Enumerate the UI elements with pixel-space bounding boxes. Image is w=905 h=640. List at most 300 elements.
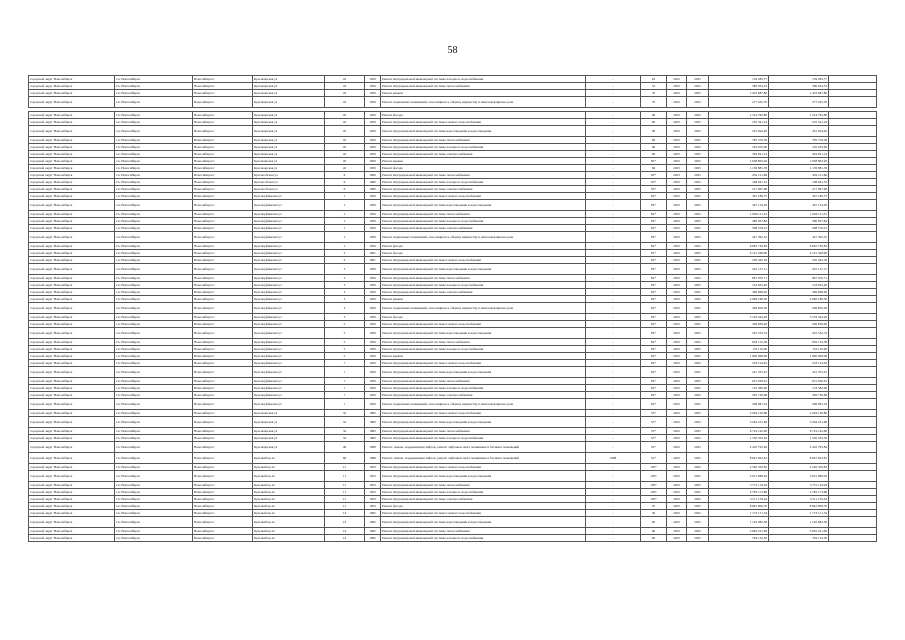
wear-cell: 84* — [641, 303, 667, 314]
cost-total-cell: 261 924,26 — [769, 126, 829, 137]
cost-total-cell: 3 511 159,44 — [769, 496, 829, 503]
district-cell: городской округ Новосибирск — [29, 186, 115, 193]
settlement-cell: г.п. Новосибирск — [115, 257, 193, 264]
year-built-cell: 1956 — [365, 378, 381, 385]
year-commission-cell: - — [586, 200, 641, 211]
city-cell: Новосибирск г — [193, 257, 253, 264]
table-row — [29, 489, 877, 496]
cost-total-cell: 367 134,29 — [769, 200, 829, 211]
settlement-cell: г.п. Новосибирск — [115, 76, 193, 83]
note-cell — [829, 353, 877, 360]
street-cell: Красноуфимская ул — [253, 289, 325, 296]
cost-total-cell: 4 121 348,90 — [769, 250, 829, 257]
cost-cell: 209 839,46 — [709, 321, 769, 328]
street-cell: Красноуфимская ул — [253, 314, 325, 321]
plan-end-cell: 2025 — [687, 453, 709, 464]
work-type-cell: Ремонт внутридомовой инженерной системы холодного водоснабжения — [381, 218, 586, 225]
cost-cell: 659 152,38 — [709, 339, 769, 346]
year-built-cell: 1998 — [365, 453, 381, 464]
wear-cell: 103* — [641, 489, 667, 496]
cost-total-cell: 2 540 350,82 — [769, 464, 829, 471]
settlement-cell: г.п. Новосибирск — [115, 482, 193, 489]
note-cell — [829, 528, 877, 535]
cost-total-cell: 2 066 186,30 — [769, 296, 829, 303]
city-cell: Новосибирск г — [193, 232, 253, 243]
table-row — [29, 165, 877, 172]
city-cell: Новосибирск г — [193, 339, 253, 346]
plan-start-cell: 2023 — [667, 328, 687, 339]
note-cell — [829, 97, 877, 108]
city-cell: Новосибирск г — [193, 225, 253, 232]
plan-start-cell: 2023 — [667, 83, 687, 90]
year-commission-cell: - — [586, 367, 641, 378]
house-cell: 7 — [325, 392, 365, 399]
wear-cell: 70 — [641, 503, 667, 510]
year-built-cell: 1983 — [365, 410, 381, 417]
district-cell: городской округ Новосибирск — [29, 517, 115, 528]
cost-cell: 394 921,14 — [709, 151, 769, 158]
wear-cell: 93* — [641, 186, 667, 193]
note-cell — [829, 535, 877, 542]
cost-total-cell: 217 967,68 — [769, 186, 829, 193]
plan-end-cell: 2025 — [687, 165, 709, 172]
plan-end-cell: 2025 — [687, 179, 709, 186]
cost-cell: 250 442,59 — [709, 257, 769, 264]
year-built-cell: 1956 — [365, 303, 381, 314]
settlement-cell: г.п. Новосибирск — [115, 517, 193, 528]
note-cell — [829, 303, 877, 314]
house-cell: 43 — [325, 97, 365, 108]
year-built-cell: 1956 — [365, 289, 381, 296]
work-type-cell: Ремонт фасада — [381, 314, 586, 321]
wear-cell: 70 — [641, 90, 667, 97]
district-cell: городской округ Новосибирск — [29, 339, 115, 346]
year-commission-cell: - — [586, 435, 641, 442]
city-cell: Новосибирск г — [193, 464, 253, 471]
wear-cell: 53* — [641, 417, 667, 428]
year-built-cell: 1961 — [365, 257, 381, 264]
cost-total-cell: 1 314 762,80 — [769, 112, 829, 119]
year-built-cell: 1956 — [365, 137, 381, 144]
note-cell — [829, 510, 877, 517]
note-cell — [829, 282, 877, 289]
district-cell: городской округ Новосибирск — [29, 76, 115, 83]
cost-cell: 277 435,76 — [709, 97, 769, 108]
table-row — [29, 314, 877, 321]
city-cell: Новосибирск г — [193, 97, 253, 108]
plan-end-cell: 2025 — [687, 367, 709, 378]
year-commission-cell: - — [586, 321, 641, 328]
house-cell: 11 — [325, 503, 365, 510]
year-commission-cell: - — [586, 503, 641, 510]
street-cell: Красноярская ул — [253, 428, 325, 435]
city-cell: Новосибирск г — [193, 453, 253, 464]
work-type-cell: Ремонт внутридомовой инженерной системы водоотведения и водоотведения — [381, 417, 586, 428]
work-type-cell: Ремонт крыши — [381, 90, 586, 97]
city-cell: Новосибирск г — [193, 250, 253, 257]
year-built-cell: 1960 — [365, 172, 381, 179]
year-built-cell: 1956 — [365, 399, 381, 410]
plan-start-cell: 2023 — [667, 471, 687, 482]
plan-end-cell: 2025 — [687, 76, 709, 83]
cost-cell: 1 120 682,38 — [709, 517, 769, 528]
work-type-cell: Ремонт подвальных помещений, относящихся к общему имуществу в многоквартирном доме — [381, 97, 586, 108]
year-built-cell: 1953 — [365, 503, 381, 510]
house-cell: 32 — [325, 428, 365, 435]
house-cell: 5 — [325, 339, 365, 346]
settlement-cell: г.п. Новосибирск — [115, 496, 193, 503]
page-number: 58 — [447, 45, 458, 56]
district-cell: городской округ Новосибирск — [29, 257, 115, 264]
work-type-cell: Ремонт крыши — [381, 158, 586, 165]
wear-cell: 84* — [641, 193, 667, 200]
register-table — [28, 75, 877, 542]
plan-start-cell: 2023 — [667, 282, 687, 289]
house-cell: 1 — [325, 243, 365, 250]
district-cell: городской округ Новосибирск — [29, 303, 115, 314]
cost-cell: 1 096 111,01 — [709, 211, 769, 218]
street-cell: Красноуфимская ул — [253, 399, 325, 410]
cost-total-cell: 5 103 444,26 — [769, 314, 829, 321]
cost-total-cell: 245 137,51 — [769, 264, 829, 275]
work-type-cell: Ремонт фасада — [381, 165, 586, 172]
plan-start-cell: 2023 — [667, 417, 687, 428]
table-row — [29, 378, 877, 385]
settlement-cell: г.п. Новосибирск — [115, 186, 193, 193]
note-cell — [829, 482, 877, 489]
settlement-cell: г.п. Новосибирск — [115, 151, 193, 158]
city-cell: Новосибирск г — [193, 353, 253, 360]
street-cell: Красноярская ул — [253, 83, 325, 90]
year-built-cell: 1962 — [365, 517, 381, 528]
cost-total-cell: 784 133,50 — [769, 535, 829, 542]
cost-total-cell: 1 173 171,34 — [769, 510, 829, 517]
year-commission-cell: - — [586, 378, 641, 385]
cost-total-cell: 785 579,39 — [769, 137, 829, 144]
year-commission-cell: - — [586, 392, 641, 399]
cost-cell: 108 941,32 — [709, 179, 769, 186]
plan-end-cell: 2025 — [687, 535, 709, 542]
plan-start-cell: 2023 — [667, 435, 687, 442]
street-cell: Красноярская ул — [253, 435, 325, 442]
district-cell: городской округ Новосибирск — [29, 250, 115, 257]
street-cell: Красноуфимская ул — [253, 385, 325, 392]
year-built-cell: 1998 — [365, 442, 381, 453]
plan-start-cell: 2023 — [667, 211, 687, 218]
cost-total-cell: 2 410 795,84 — [769, 442, 829, 453]
table-row — [29, 510, 877, 517]
plan-start-cell: 2023 — [667, 489, 687, 496]
settlement-cell: г.п. Новосибирск — [115, 250, 193, 257]
table-row — [29, 410, 877, 417]
street-cell: Красноярская ул — [253, 112, 325, 119]
cost-cell: 269 859,56 — [709, 303, 769, 314]
street-cell: Красноуфимская ул — [253, 225, 325, 232]
cost-cell: 427 392,52 — [709, 232, 769, 243]
street-cell: Красноярская ул — [253, 126, 325, 137]
street-cell: Красноуфимская ул — [253, 218, 325, 225]
cost-cell: 1 658 803,26 — [709, 158, 769, 165]
table-row — [29, 535, 877, 542]
city-cell: Новосибирск г — [193, 83, 253, 90]
cost-cell: 367 186,75 — [709, 193, 769, 200]
house-cell: 2 — [325, 257, 365, 264]
work-type-cell: Ремонт внутридомовой инженерной системы электроснабжения — [381, 289, 586, 296]
year-commission-cell: - — [586, 264, 641, 275]
street-cell: Красноуфимская ул — [253, 211, 325, 218]
note-cell — [829, 399, 877, 410]
year-built-cell: 1956 — [365, 225, 381, 232]
note-cell — [829, 257, 877, 264]
note-cell — [829, 428, 877, 435]
year-commission-cell: - — [586, 496, 641, 503]
table-row — [29, 83, 877, 90]
house-cell: 45 — [325, 151, 365, 158]
plan-start-cell: 2023 — [667, 250, 687, 257]
settlement-cell: г.п. Новосибирск — [115, 353, 193, 360]
cost-cell: 1 314 762,80 — [709, 112, 769, 119]
cost-total-cell: 245 532,74 — [769, 328, 829, 339]
year-commission-cell: - — [586, 218, 641, 225]
house-cell: 1 — [325, 200, 365, 211]
city-cell: Новосибирск г — [193, 126, 253, 137]
district-cell: городской округ Новосибирск — [29, 200, 115, 211]
table-row — [29, 428, 877, 435]
cost-cell: 3 692 221,96 — [709, 528, 769, 535]
year-built-cell: 1956 — [365, 112, 381, 119]
cost-total-cell: 3 692 221,96 — [769, 528, 829, 535]
plan-end-cell: 2025 — [687, 97, 709, 108]
city-cell: Новосибирск г — [193, 471, 253, 482]
year-commission-cell: - — [586, 186, 641, 193]
table-row — [29, 346, 877, 353]
cost-cell: 3 264 231,66 — [709, 417, 769, 428]
table-row — [29, 385, 877, 392]
street-cell: Красноуфимская ул — [253, 257, 325, 264]
note-cell — [829, 435, 877, 442]
plan-start-cell: 2023 — [667, 535, 687, 542]
work-type-cell: Ремонт фасада — [381, 250, 586, 257]
settlement-cell: г.п. Новосибирск — [115, 225, 193, 232]
plan-end-cell: 2025 — [687, 186, 709, 193]
cost-total-cell: 159 283,77 — [769, 76, 829, 83]
plan-end-cell: 2025 — [687, 257, 709, 264]
note-cell — [829, 385, 877, 392]
settlement-cell: г.п. Новосибирск — [115, 314, 193, 321]
city-cell: Новосибирск г — [193, 346, 253, 353]
plan-end-cell: 2025 — [687, 528, 709, 535]
note-cell — [829, 243, 877, 250]
settlement-cell: г.п. Новосибирск — [115, 282, 193, 289]
year-built-cell: 1956 — [365, 275, 381, 282]
year-built-cell: 1956 — [365, 264, 381, 275]
house-cell: 3 — [325, 314, 365, 321]
house-cell: 60 — [325, 453, 365, 464]
table-row — [29, 360, 877, 367]
note-cell — [829, 218, 877, 225]
plan-start-cell: 2023 — [667, 314, 687, 321]
cost-cell: 2 410 795,84 — [709, 442, 769, 453]
district-cell: городской округ Новосибирск — [29, 112, 115, 119]
cost-cell: 5 751 119,04 — [709, 482, 769, 489]
year-commission-cell: - — [586, 360, 641, 367]
cost-total-cell: 250 442,59 — [769, 257, 829, 264]
cost-cell: 153 110,90 — [709, 346, 769, 353]
cost-total-cell: 2 294 120,86 — [769, 410, 829, 417]
year-built-cell: 1956 — [365, 296, 381, 303]
city-cell: Новосибирск г — [193, 90, 253, 97]
wear-cell: 103* — [641, 471, 667, 482]
settlement-cell: г.п. Новосибирск — [115, 165, 193, 172]
plan-end-cell: 2025 — [687, 417, 709, 428]
cost-cell: 2 540 350,82 — [709, 464, 769, 471]
table-row — [29, 392, 877, 399]
city-cell: Новосибирск г — [193, 482, 253, 489]
wear-cell: 84* — [641, 243, 667, 250]
year-commission-cell: - — [586, 144, 641, 151]
plan-start-cell: 2023 — [667, 346, 687, 353]
work-type-cell: Ремонт внутридомовой инженерной системы водоотведения и водоотведения — [381, 367, 586, 378]
city-cell: Новосибирск г — [193, 392, 253, 399]
house-cell: 11 — [325, 464, 365, 471]
year-built-cell: 1962 — [365, 535, 381, 542]
settlement-cell: г.п. Новосибирск — [115, 360, 193, 367]
house-cell: 7 — [325, 367, 365, 378]
district-cell: городской округ Новосибирск — [29, 435, 115, 442]
plan-end-cell: 2025 — [687, 410, 709, 417]
plan-end-cell: 2025 — [687, 517, 709, 528]
settlement-cell: г.п. Новосибирск — [115, 399, 193, 410]
plan-end-cell: 2025 — [687, 339, 709, 346]
wear-cell: 69 — [641, 151, 667, 158]
house-cell: 5 — [325, 353, 365, 360]
street-cell: Красноярская ул — [253, 151, 325, 158]
street-cell: Красный пр-кт — [253, 471, 325, 482]
street-cell: Красноуфимская ул — [253, 200, 325, 211]
work-type-cell: Ремонт внутридомовой инженерной системы холодного водоснабжения — [381, 179, 586, 186]
city-cell: Новосибирск г — [193, 193, 253, 200]
house-cell: 2 — [325, 250, 365, 257]
work-type-cell: Ремонт внутридомовой инженерной системы водоотведения и водоотведения — [381, 200, 586, 211]
table-row — [29, 193, 877, 200]
note-cell — [829, 321, 877, 328]
street-cell: Красноуфимская ул — [253, 250, 325, 257]
plan-end-cell: 2025 — [687, 303, 709, 314]
register-body — [29, 76, 877, 542]
district-cell: городской округ Новосибирск — [29, 367, 115, 378]
note-cell — [829, 225, 877, 232]
house-cell: 45 — [325, 119, 365, 126]
plan-start-cell: 2023 — [667, 289, 687, 296]
street-cell: Красноуфимская ул — [253, 232, 325, 243]
plan-start-cell: 2023 — [667, 264, 687, 275]
year-commission-cell: - — [586, 97, 641, 108]
cost-cell: 235 341,24 — [709, 119, 769, 126]
house-cell: 14 — [325, 535, 365, 542]
plan-start-cell: 2023 — [667, 353, 687, 360]
wear-cell: 84* — [641, 211, 667, 218]
note-cell — [829, 119, 877, 126]
year-built-cell: 1956 — [365, 151, 381, 158]
street-cell: Красный пр-кт — [253, 528, 325, 535]
district-cell: городской округ Новосибирск — [29, 90, 115, 97]
table-row — [29, 399, 877, 410]
street-cell: Краснообская ул — [253, 172, 325, 179]
cost-cell: 153 382,90 — [709, 385, 769, 392]
district-cell: городской округ Новосибирск — [29, 510, 115, 517]
wear-cell: 69 — [641, 126, 667, 137]
plan-end-cell: 2025 — [687, 392, 709, 399]
plan-start-cell: 2023 — [667, 385, 687, 392]
note-cell — [829, 503, 877, 510]
house-cell: 14 — [325, 517, 365, 528]
district-cell: городской округ Новосибирск — [29, 211, 115, 218]
cost-total-cell: 459 121,66 — [769, 172, 829, 179]
plan-start-cell: 2023 — [667, 193, 687, 200]
year-commission-cell: - — [586, 535, 641, 542]
plan-end-cell: 2025 — [687, 353, 709, 360]
cost-total-cell: 651 030,61 — [769, 378, 829, 385]
district-cell: городской округ Новосибирск — [29, 193, 115, 200]
house-cell: 45 — [325, 144, 365, 151]
cost-total-cell: 269 859,56 — [769, 303, 829, 314]
note-cell — [829, 90, 877, 97]
plan-start-cell: 2023 — [667, 367, 687, 378]
house-cell: 1 — [325, 218, 365, 225]
house-cell: 11 — [325, 496, 365, 503]
house-cell: 43 — [325, 76, 365, 83]
house-cell: 6 — [325, 186, 365, 193]
table-row — [29, 289, 877, 296]
work-type-cell: Ремонт внутридомовой инженерной системы теплоснабжения — [381, 137, 586, 144]
work-type-cell: Ремонт внутридомовой инженерной системы водоотведения и водоотведения — [381, 471, 586, 482]
work-type-cell: Ремонт внутридомовой инженерной системы горячего водоснабжения — [381, 360, 586, 367]
year-built-cell: 1956 — [365, 193, 381, 200]
district-cell: городской округ Новосибирск — [29, 314, 115, 321]
plan-end-cell: 2025 — [687, 144, 709, 151]
note-cell — [829, 250, 877, 257]
district-cell: городской округ Новосибирск — [29, 442, 115, 453]
year-built-cell: 1956 — [365, 353, 381, 360]
street-cell: Красноуфимская ул — [253, 353, 325, 360]
settlement-cell: г.п. Новосибирск — [115, 321, 193, 328]
settlement-cell: г.п. Новосибирск — [115, 303, 193, 314]
year-commission-cell: - — [586, 339, 641, 346]
house-cell: 32 — [325, 435, 365, 442]
settlement-cell: г.п. Новосибирск — [115, 97, 193, 108]
plan-start-cell: 2023 — [667, 225, 687, 232]
district-cell: городской округ Новосибирск — [29, 471, 115, 482]
cost-total-cell: 218 124,92 — [769, 360, 829, 367]
year-built-cell: 1956 — [365, 385, 381, 392]
cost-cell: 261 924,26 — [709, 126, 769, 137]
city-cell: Новосибирск г — [193, 399, 253, 410]
table-row — [29, 303, 877, 314]
wear-cell: 69 — [641, 137, 667, 144]
plan-end-cell: 2025 — [687, 232, 709, 243]
city-cell: Новосибирск г — [193, 179, 253, 186]
work-type-cell: Ремонт крыши — [381, 353, 586, 360]
year-built-cell: 1960 — [365, 179, 381, 186]
wear-cell: 83* — [641, 172, 667, 179]
wear-cell: 84* — [641, 225, 667, 232]
city-cell: Новосибирск г — [193, 172, 253, 179]
cost-cell: 2 782 173,80 — [709, 489, 769, 496]
work-type-cell: Ремонт внутридомовой инженерной системы теплоснабжения — [381, 339, 586, 346]
work-type-cell: Ремонт внутридомовой инженерной системы теплоснабжения — [381, 83, 586, 90]
cost-total-cell: 153 382,90 — [769, 385, 829, 392]
plan-start-cell: 2023 — [667, 119, 687, 126]
